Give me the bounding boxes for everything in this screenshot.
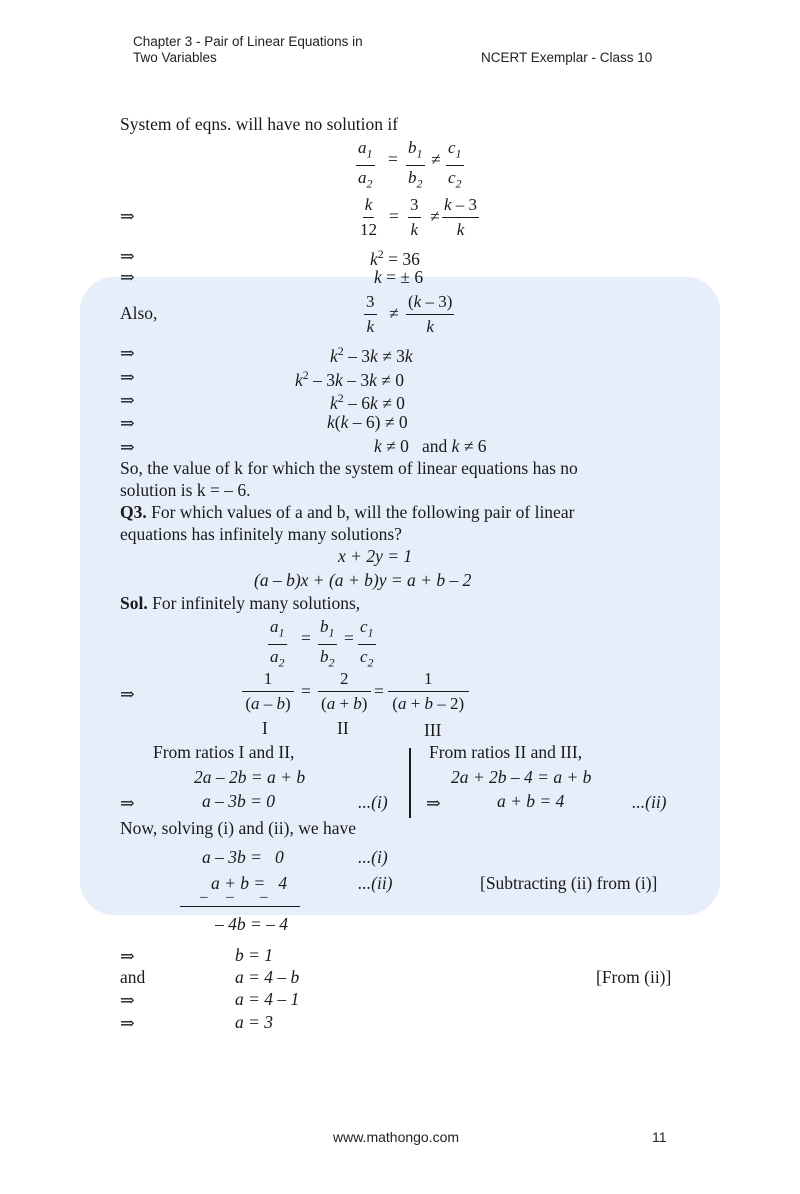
from-ratios-2-3: From ratios II and III, [429, 742, 583, 762]
ineq-step2: $k^2 - 3k - 3k \ne 0$ [295, 368, 404, 390]
fraction-k-minus-3-over-k: $\frac{(k - 3)}{k}$ [408, 292, 453, 336]
chapter-title-line1: Chapter 3 - Pair of Linear Equations in [133, 34, 363, 49]
solve-equation-2: a + b = 4 [211, 873, 288, 893]
fraction-c1-c2: $\frac{c_1}{c_2}$ [448, 138, 462, 191]
left-equation-1: 2a – 2b = a + b [194, 767, 306, 787]
equation-tag-ii: ...(ii) [632, 792, 667, 812]
equation-2: (a – b)x + (a + b)y = a + b – 2 [254, 570, 472, 590]
right-equation-2: a + b = 4 [497, 791, 565, 811]
from-ii-note: [From (ii)] [596, 967, 672, 987]
fraction-k-12: $\frac{k}{12}$ [360, 195, 377, 239]
ineq-step5: k ≠ 0 and k ≠ 6 [374, 436, 487, 456]
a-equation-1: a = 4 – b [235, 967, 300, 987]
not-equal-sign: ≠ [389, 303, 399, 323]
ratio-label-2: II [337, 718, 349, 738]
question-text-line1: For which values of a and b, will the following pair of linear [151, 502, 575, 522]
also-label: Also, [120, 303, 158, 323]
not-equal-sign: ≠ [431, 149, 441, 169]
implies-symbol: ⇒ [120, 246, 135, 266]
implies-symbol: ⇒ [120, 206, 135, 226]
no-solution-intro: System of eqns. will have no solution if [120, 114, 399, 134]
right-equation-1: 2a + 2b – 4 = a + b [451, 767, 592, 787]
fraction-k-minus-3-k: $\frac{k - 3}{k}$ [444, 195, 478, 239]
fraction-3-k: $\frac{3}{k}$ [410, 195, 419, 239]
implies-symbol: ⇒ [426, 793, 441, 813]
equals-sign: = [301, 681, 311, 701]
equation-tag-ii: ...(ii) [358, 873, 393, 893]
subtraction-line [180, 906, 300, 907]
equals-sign: = [389, 206, 399, 226]
implies-symbol: ⇒ [120, 267, 135, 287]
equation-tag-i: ...(i) [358, 792, 388, 812]
implies-symbol: ⇒ [120, 793, 135, 813]
fraction-ratio-1: $\frac{1}{(a - b)}$ [238, 668, 298, 715]
book-title: NCERT Exemplar - Class 10 [481, 50, 653, 65]
fraction-ratio-3: $\frac{1}{(a + b - 2)}$ [388, 668, 469, 715]
solving-text: Now, solving (i) and (ii), we have [120, 818, 357, 838]
from-ratios-1-2: From ratios I and II, [153, 742, 295, 762]
question-text-line2: equations has infinitely many solutions? [120, 524, 402, 544]
implies-symbol: ⇒ [120, 990, 135, 1010]
footer-website[interactable]: www.mathongo.com [333, 1129, 460, 1145]
fraction-b1-b2: $\frac{b_1}{b_2}$ [408, 138, 423, 191]
implies-symbol: ⇒ [120, 684, 135, 704]
implies-symbol: ⇒ [120, 437, 135, 457]
fraction-3-k: $\frac{3}{k}$ [366, 292, 375, 336]
implies-symbol: ⇒ [120, 946, 135, 966]
and-label: and [120, 967, 146, 987]
fraction-b1-b2: $\frac{b_1}{b_2}$ [320, 617, 335, 670]
not-equal-sign: ≠ [430, 206, 440, 226]
chapter-title [133, 34, 363, 66]
ineq-step3: $k^2 - 6k \ne 0$ [330, 391, 405, 413]
ratio-label-3: III [424, 720, 442, 740]
a-equation-2: a = 4 – 1 [235, 989, 300, 1009]
ratio-label-1: I [262, 718, 268, 738]
fraction-a1-a2: $\frac{a_1}{a_2}$ [358, 138, 373, 191]
equals-sign: = [374, 681, 384, 701]
conclusion-line1: So, the value of k for which the system of linear equations has no [120, 458, 578, 478]
equals-sign: = [388, 149, 398, 169]
b-result: b = 1 [235, 945, 274, 965]
ineq-step1: $k^2 - 3k \ne 3k$ [330, 344, 413, 366]
k-squared-eq-36: $k^2 = 36$ [370, 247, 420, 269]
implies-symbol: ⇒ [120, 1013, 135, 1033]
equation-1: x + 2y = 1 [338, 546, 413, 566]
implies-symbol: ⇒ [120, 390, 135, 410]
column-divider [409, 748, 411, 818]
question-label: Q3. [120, 502, 147, 522]
implies-symbol: ⇒ [120, 413, 135, 433]
a-equation-3: a = 3 [235, 1012, 274, 1032]
equals-sign: = [301, 628, 311, 648]
fraction-c1-c2: $\frac{c_1}{c_2}$ [360, 617, 374, 670]
k-eq-pm-6: k = ± 6 [374, 267, 424, 287]
chapter-title-line2: Two Variables [133, 50, 217, 65]
equals-sign: = [344, 628, 354, 648]
fraction-ratio-2: $\frac{2}{(a + b)}$ [318, 668, 371, 715]
equation-tag-i: ...(i) [358, 847, 388, 867]
solution-intro [120, 592, 360, 614]
subtracting-note: [Subtracting (ii) from (i)] [480, 873, 658, 893]
conclusion-line2: solution is k = – 6. [120, 480, 251, 500]
fraction-a1-a2: $\frac{a_1}{a_2}$ [270, 617, 285, 670]
subtraction-signs: – – – [200, 889, 268, 905]
ineq-step4: k(k – 6) ≠ 0 [327, 412, 408, 432]
implies-symbol: ⇒ [120, 367, 135, 387]
solve-equation-1: a – 3b = 0 [202, 847, 284, 867]
solution-text: For infinitely many solutions, [152, 593, 361, 613]
left-equation-2: a – 3b = 0 [202, 791, 276, 811]
solution-label: Sol. [120, 593, 148, 613]
page-number: 11 [652, 1129, 667, 1145]
implies-symbol: ⇒ [120, 343, 135, 363]
question-3 [120, 501, 574, 523]
result-equation: – 4b = – 4 [215, 914, 289, 934]
